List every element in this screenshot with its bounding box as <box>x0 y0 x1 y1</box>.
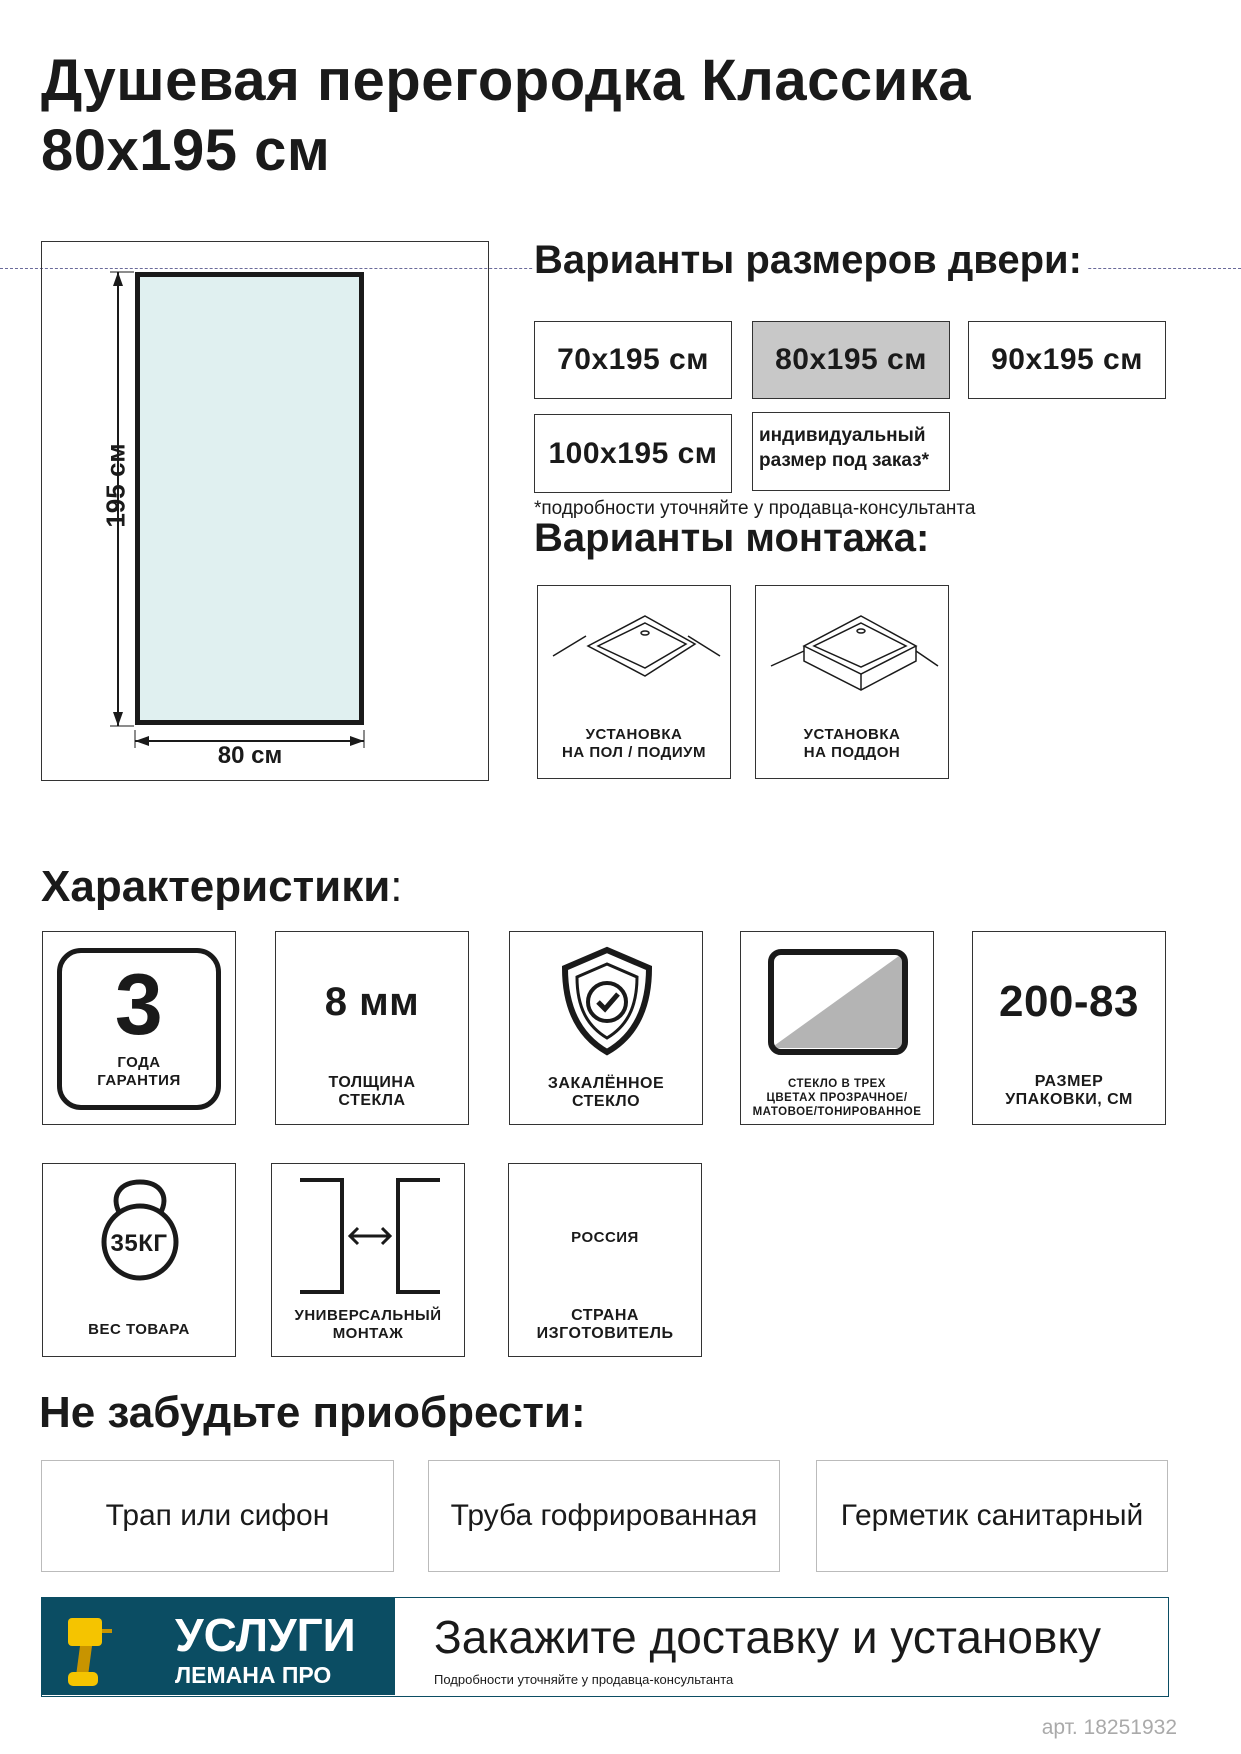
article-number: арт. 18251932 <box>1041 1716 1177 1739</box>
characteristics-heading <box>41 862 403 912</box>
country-value: РОССИЯ <box>571 1229 639 1246</box>
country-line2: ИЗГОТОВИТЕЛЬ <box>536 1325 674 1342</box>
universal-line1: УНИВЕРСАЛЬНЫЙ <box>294 1307 442 1324</box>
weight-value: 35КГ <box>110 1230 168 1257</box>
accessory-drain[interactable]: Трап или сифон <box>41 1460 394 1572</box>
tempered-line1: ЗАКАЛЁННОЕ <box>547 1075 665 1092</box>
country-line1: СТРАНА <box>571 1307 639 1324</box>
glass-colors-line1: СТЕКЛО В ТРЕХ <box>788 1078 886 1090</box>
custom-line1: индивидуальный <box>759 425 926 446</box>
mount-tray-line1: УСТАНОВКА <box>803 726 901 743</box>
size-option-100x195[interactable]: 100x195 см <box>534 414 732 493</box>
char-glass-colors <box>740 931 934 1125</box>
char-package <box>972 931 1166 1125</box>
mounting-option-tray <box>755 585 949 779</box>
height-label: 195 см <box>100 443 131 528</box>
package-value: 200-83 <box>998 977 1139 1026</box>
services-brand <box>42 1598 395 1695</box>
size-option-70x195[interactable]: 70x195 см <box>534 321 732 399</box>
char-universal <box>271 1163 465 1357</box>
glass-colors-icon <box>767 948 909 1058</box>
char-weight <box>42 1163 236 1357</box>
package-line1: РАЗМЕР <box>1034 1073 1104 1090</box>
size-option-90x195[interactable]: 90x195 см <box>968 321 1166 399</box>
mounting-heading: Варианты монтажа: <box>534 516 930 560</box>
page-title <box>41 46 971 186</box>
sizes-heading: Варианты размеров двери: <box>534 238 1088 283</box>
title-line1: Душевая перегородка Классика <box>41 48 972 113</box>
mount-floor-line1: УСТАНОВКА <box>585 726 683 743</box>
characteristics-colon: : <box>390 862 403 911</box>
banner-subtext: Подробности уточняйте у продавца-консультанта <box>434 1672 734 1687</box>
shower-tray-icon <box>766 606 940 696</box>
characteristics-heading-text: Характеристики <box>41 862 391 911</box>
floor-tray-icon <box>548 606 722 696</box>
warranty-value: 3 <box>114 957 164 1053</box>
tempered-line2: СТЕКЛО <box>571 1093 641 1110</box>
thickness-value: 8 мм <box>324 980 420 1024</box>
char-warranty <box>42 931 236 1125</box>
mounting-option-floor <box>537 585 731 779</box>
services-title: УСЛУГИ <box>175 1609 356 1661</box>
door-diagram <box>41 241 489 781</box>
glass-colors-line2: ЦВЕТАХ ПРОЗРАЧНОЕ/ <box>766 1092 908 1104</box>
char-thickness <box>275 931 469 1125</box>
size-option-80x195[interactable]: 80x195 см <box>752 321 950 399</box>
accessory-pipe[interactable]: Труба гофрированная <box>428 1460 780 1572</box>
thickness-line1: ТОЛЩИНА <box>328 1074 416 1091</box>
shield-check-icon <box>557 946 657 1058</box>
universal-mount-icon <box>300 1176 440 1296</box>
banner-headline: Закажите доставку и установку <box>434 1611 1102 1663</box>
glass-colors-line3: МАТОВОЕ/ТОНИРОВАННОЕ <box>752 1106 922 1118</box>
services-banner[interactable] <box>41 1597 1169 1697</box>
drill-icon <box>66 1616 116 1688</box>
char-tempered <box>509 931 703 1125</box>
services-subtitle: ЛЕМАНА ПРО <box>175 1662 332 1688</box>
accessory-sealant[interactable]: Герметик санитарный <box>816 1460 1168 1572</box>
thickness-line2: СТЕКЛА <box>338 1092 406 1109</box>
mount-floor-line2: НА ПОЛ / ПОДИУМ <box>562 744 706 761</box>
mount-tray-line2: НА ПОДДОН <box>803 744 901 761</box>
warranty-line2: ГАРАНТИЯ <box>97 1072 181 1089</box>
weight-label: ВЕС ТОВАРА <box>88 1321 190 1338</box>
accessories-heading: Не забудьте приобрести: <box>39 1388 586 1437</box>
package-line2: УПАКОВКИ, СМ <box>1005 1091 1133 1108</box>
sizes-footnote: *подробности уточняйте у продавца-консультанта <box>534 498 976 519</box>
char-country <box>508 1163 702 1357</box>
title-line2: 80x195 см <box>41 118 331 183</box>
size-option-custom[interactable] <box>752 412 950 491</box>
width-label: 80 см <box>217 742 283 769</box>
warranty-line1: ГОДА <box>117 1054 161 1071</box>
custom-line2: размер под заказ* <box>759 450 929 471</box>
universal-line2: МОНТАЖ <box>332 1325 404 1342</box>
